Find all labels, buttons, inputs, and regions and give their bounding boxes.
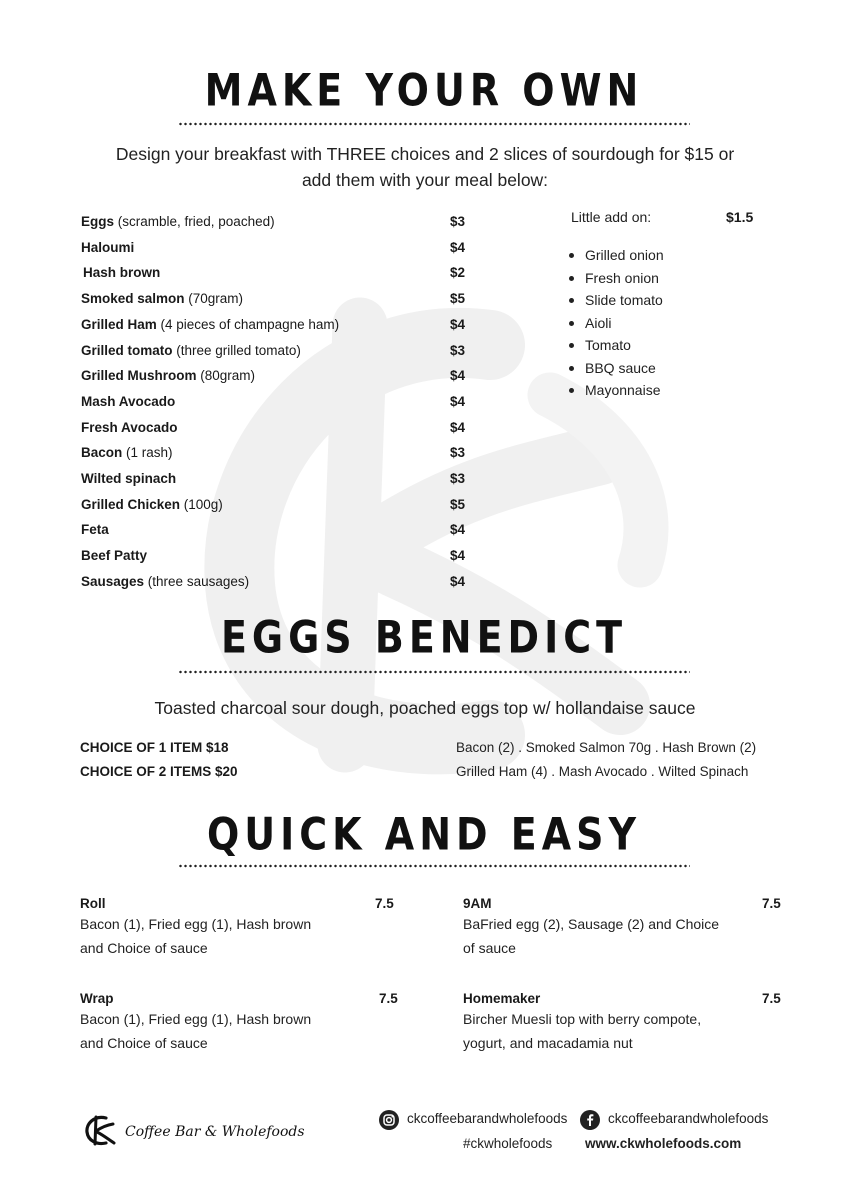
item-price: $4 [450,368,466,384]
menu-item [81,443,471,463]
make-your-own-intro-1: Design your breakfast with THREE choices and 2 slices of sourdough for $15 or [115,144,735,164]
item-name: Hash brown [83,265,161,281]
quick-item-name: 9AM [463,896,492,911]
menu-item [81,418,471,438]
section-divider [178,864,690,868]
item-name: Wilted spinach [81,471,177,486]
menu-item [81,546,471,566]
make-your-own-intro-2: add them with your meal below: [301,170,549,190]
quick-and-easy-heading: QUICK AND EASY [206,808,642,860]
item-detail: (three sausages) [144,573,250,589]
website-link[interactable]: www.ckwholefoods.com [585,1136,742,1151]
item-name: Feta [81,522,109,538]
make-your-own-heading: MAKE YOUR OWN [204,64,644,116]
item-detail: (three grilled tomato) [172,342,301,358]
ck-logo-icon [82,1112,120,1148]
section-divider [178,122,690,126]
addon-item: Mayonnaise [567,379,664,402]
item-price: $2 [450,265,466,281]
item-detail: (scramble, fried, poached) [114,214,275,229]
item-detail: (70gram) [184,291,244,307]
item-detail: (80gram) [196,368,256,384]
quick-item-desc: Bircher Muesli top with berry compote, [463,1011,702,1027]
quick-item-roll [80,896,400,960]
quick-item-desc: of sauce [463,939,516,956]
menu-item [83,263,473,283]
addon-price: $1.5 [726,209,754,225]
item-name: Haloumi [81,239,135,255]
addon-item: Grilled onion [567,244,664,267]
quick-item-desc: and Choice of sauce [80,939,208,956]
quick-item-name: Homemaker [463,991,541,1006]
menu-item [81,289,471,309]
quick-item-desc: and Choice of sauce [80,1034,208,1051]
item-price: $4 [450,548,466,564]
hashtag: #ckwholefoods [463,1136,553,1151]
addon-item: Slide tomato [567,289,664,312]
item-price: $5 [450,496,466,512]
item-price: $4 [450,239,466,255]
item-name: Sausages [81,573,145,589]
item-name: Grilled Chicken [81,496,181,512]
quick-item-desc: Bacon (1), Fried egg (1), Hash brown [80,1011,312,1027]
instagram-handle[interactable]: ckcoffeebarandwholefoods [407,1111,568,1126]
item-detail: (4 pieces of champagne ham) [156,316,340,332]
menu-item [81,495,471,515]
item-price: $3 [450,445,466,461]
quick-item-desc: Bacon (1), Fried egg (1), Hash brown [80,916,312,932]
addon-item: Aioli [567,312,664,335]
quick-item-price: 7.5 [762,991,781,1006]
addon-label: Little add on: [571,209,652,225]
item-name: Grilled tomato [81,342,173,358]
quick-item-name: Roll [80,896,106,911]
item-detail: (1 rash) [122,445,173,461]
quick-item-name: Wrap [80,991,114,1006]
benedict-options-2: Grilled Ham (4) . Mash Avocado . Wilted Spinach [456,764,749,779]
item-price: $5 [450,291,466,307]
logo-text: Coffee Bar & Wholefoods [125,1124,305,1140]
item-price: $4 [450,316,466,332]
menu-item [81,366,471,386]
quick-item-9am [463,896,793,960]
item-price: $4 [450,573,466,589]
choice-two-items: CHOICE OF 2 ITEMS $20 [80,764,238,779]
quick-item-price: 7.5 [375,896,394,911]
facebook-handle[interactable]: ckcoffeebarandwholefoods [608,1111,769,1126]
menu-item [81,341,471,361]
item-name: Mash Avocado [81,393,176,409]
item-price: $3 [450,342,466,358]
menu-item [81,572,471,592]
quick-item-price: 7.5 [762,896,781,911]
menu-item [81,238,471,258]
item-name: Smoked salmon [81,291,185,307]
menu-item [81,520,471,540]
quick-item-price: 7.5 [379,991,398,1006]
item-price: $3 [450,471,466,486]
benedict-options-1: Bacon (2) . Smoked Salmon 70g . Hash Brown (2) [456,740,757,755]
item-name: Eggs [81,214,115,229]
quick-item-desc: BaFried egg (2), Sausage (2) and Choice [463,916,720,932]
eggs-benedict-intro: Toasted charcoal sour dough, poached eggs top w/ hollandaise sauce [154,698,696,718]
item-name: Beef Patty [81,548,148,564]
item-name: Fresh Avocado [81,419,178,435]
item-price: $4 [450,393,466,409]
eggs-benedict-heading: EGGS BENEDICT [220,611,628,663]
section-divider [178,670,690,674]
quick-item-homemaker [463,991,793,1055]
choice-one-item: CHOICE OF 1 ITEM $18 [80,740,229,755]
menu-item [81,212,471,232]
addon-item: Fresh onion [567,267,664,290]
item-price: $4 [450,522,466,538]
instagram-icon[interactable] [379,1110,399,1130]
item-name: Grilled Mushroom [81,368,197,384]
menu-item [81,315,471,335]
item-price: $4 [450,419,466,435]
menu-item [81,392,471,412]
facebook-icon[interactable] [580,1110,600,1130]
addon-item: BBQ sauce [567,357,664,380]
item-detail: (100g) [180,496,223,512]
menu-item [81,469,471,489]
item-name: Bacon [81,445,123,461]
quick-item-desc: yogurt, and macadamia nut [463,1034,633,1051]
item-price: $3 [450,214,466,229]
addon-item: Tomato [567,334,664,357]
item-name: Grilled Ham [81,316,157,332]
addon-list [567,244,664,402]
quick-item-wrap [80,991,400,1055]
